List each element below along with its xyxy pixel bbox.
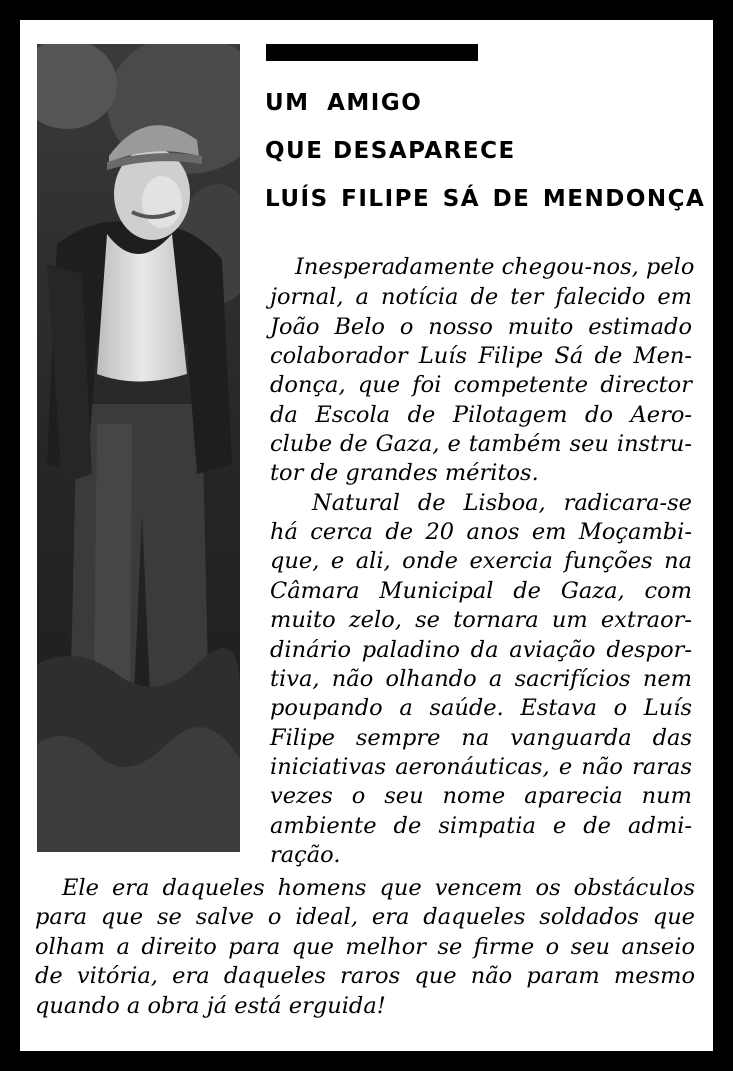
body-line: Natural de Lisboa, radicara-se — [312, 490, 692, 516]
headline-line-3: LUÍS FILIPE SÁ DE MENDONÇA — [265, 186, 706, 212]
closing-line: Ele era daqueles homens que vencem os obstáculos — [62, 875, 695, 901]
closing-line: de vitória, era daqueles raros que não param mesmo — [35, 963, 695, 989]
body-line: há cerca de 20 anos em Moçambi- — [270, 519, 692, 545]
body-line: ambiente de simpatia e de admi- — [270, 813, 692, 839]
title-rule — [266, 44, 478, 61]
body-line: tor de grandes méritos. — [270, 460, 539, 486]
headline-line-2: QUE DESAPARECE — [265, 138, 516, 164]
body-line: clube de Gaza, e também seu instru- — [270, 431, 692, 457]
body-line: iniciativas aeronáuticas, e não raras — [270, 754, 692, 780]
body-line: da Escola de Pilotagem do Aero- — [270, 402, 692, 428]
body-line: jornal, a notícia de ter falecido em — [270, 284, 692, 310]
body-line: Filipe sempre na vanguarda das — [270, 725, 692, 751]
body-line: ração. — [270, 842, 341, 868]
closing-line: para que se salve o ideal, era daqueles soldados que — [35, 904, 695, 930]
headline-line-1: UM AMIGO — [265, 90, 423, 116]
body-line: dinário paladino da aviação despor- — [270, 637, 692, 663]
body-line: Câmara Municipal de Gaza, com — [270, 578, 692, 604]
closing-line: olham a direito para que melhor se firme o seu anseio — [35, 934, 695, 960]
portrait-photo — [37, 44, 240, 852]
body-line: João Belo o nosso muito estimado — [270, 314, 692, 340]
body-line: donça, que foi competente director — [270, 372, 692, 398]
body-line: Inesperadamente chegou-nos, pelo — [295, 254, 695, 280]
body-line: poupando a saúde. Estava o Luís — [270, 695, 692, 721]
body-line: muito zelo, se tornara um extraor- — [270, 607, 692, 633]
body-line: tiva, não olhando a sacrifícios nem — [270, 666, 692, 692]
body-line: que, e ali, onde exercia funções na — [270, 548, 692, 574]
body-line: colaborador Luís Filipe Sá de Men- — [270, 343, 692, 369]
closing-line: quando a obra já está erguida! — [35, 993, 386, 1019]
body-line: vezes o seu nome aparecia num — [270, 783, 692, 809]
